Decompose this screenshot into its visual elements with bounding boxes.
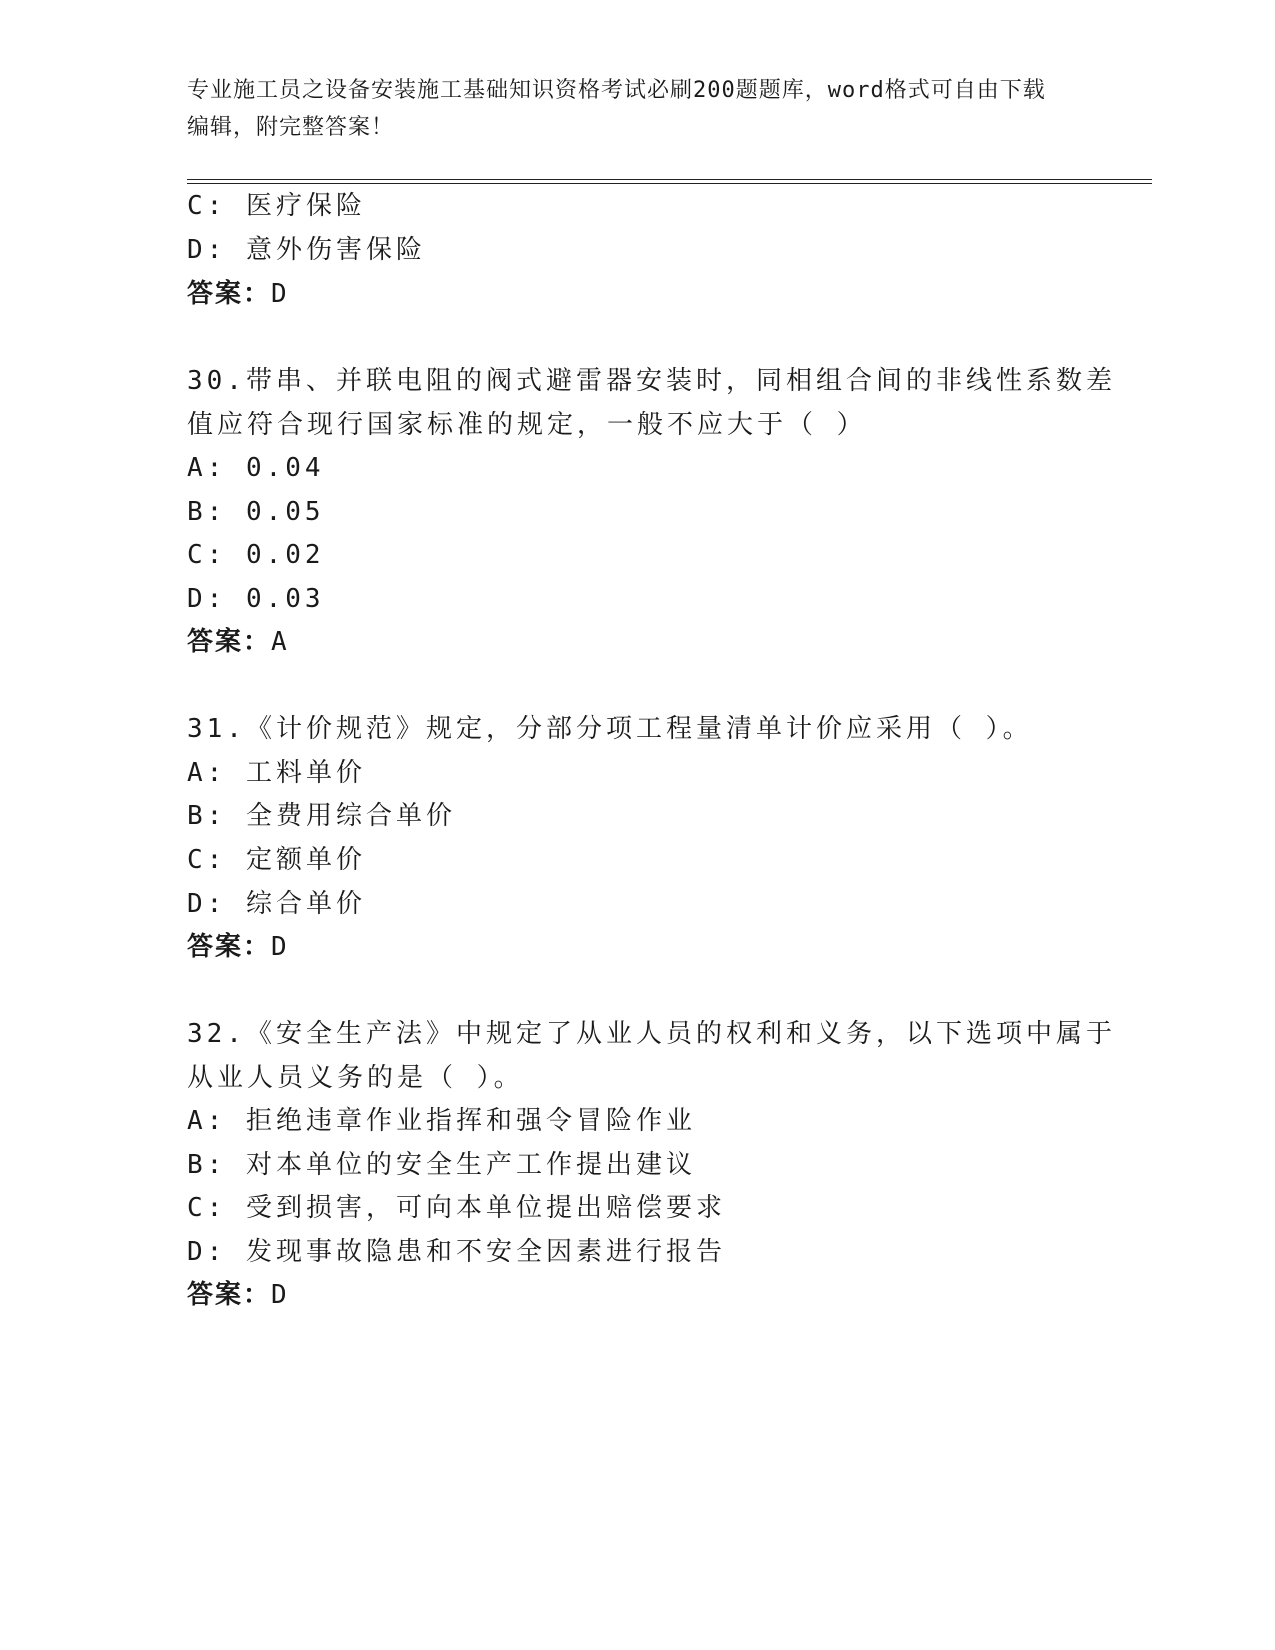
question-31-stem-line-1: 31.《计价规范》规定，分部分项工程量清单计价应采用（ ）。 [187, 714, 1033, 744]
question-30-option-a: A: 0.04 [187, 453, 325, 483]
question-32-option-b: B: 对本单位的安全生产工作提出建议 [187, 1150, 696, 1180]
document-header: 专业施工员之设备安装施工基础知识资格考试必刷200题题库，word格式可自由下载编辑，附完整答案！ [187, 78, 1046, 140]
question-32-stem-line-2: 从业人员义务的是（ ）。 [187, 1063, 524, 1093]
header-divider-top [187, 179, 1152, 180]
question-32-option-d: D: 发现事故隐患和不安全因素进行报告 [187, 1237, 726, 1267]
question-30-option-b: B: 0.05 [187, 497, 325, 527]
answer-label: 答案： [187, 279, 272, 309]
question-32-option-a: A: 拒绝违章作业指挥和强令冒险作业 [187, 1106, 696, 1136]
question-30-stem-line-2: 值应符合现行国家标准的规定，一般不应大于（ ） [187, 410, 867, 440]
answer-value: A [271, 627, 289, 657]
question-30-answer [187, 627, 289, 657]
question-30-stem-line-1: 30.带串、并联电阻的阀式避雷器安装时，同相组合间的非线性系数差 [187, 366, 1116, 396]
answer-line [187, 279, 289, 309]
question-31-option-c: C: 定额单价 [187, 845, 366, 875]
option-c: C: 医疗保险 [187, 191, 366, 221]
question-32-option-c: C: 受到损害，可向本单位提出赔偿要求 [187, 1193, 726, 1223]
question-31-option-a: A: 工料单价 [187, 758, 366, 788]
question-30-option-d: D: 0.03 [187, 584, 325, 614]
header-divider-bottom [187, 183, 1152, 184]
option-d: D: 意外伤害保险 [187, 235, 426, 265]
question-31-answer [187, 932, 289, 962]
question-31-option-b: B: 全费用综合单价 [187, 801, 456, 831]
answer-label: 答案： [187, 627, 272, 657]
answer-value: D [271, 1280, 289, 1310]
answer-label: 答案： [187, 1280, 272, 1310]
question-30-option-c: C: 0.02 [187, 540, 325, 570]
answer-value: D [271, 279, 289, 309]
question-32-answer [187, 1280, 289, 1310]
answer-label: 答案： [187, 932, 272, 962]
question-32-stem-line-1: 32.《安全生产法》中规定了从业人员的权利和义务，以下选项中属于 [187, 1019, 1116, 1049]
question-31-option-d: D: 综合单价 [187, 889, 366, 919]
answer-value: D [271, 932, 289, 962]
